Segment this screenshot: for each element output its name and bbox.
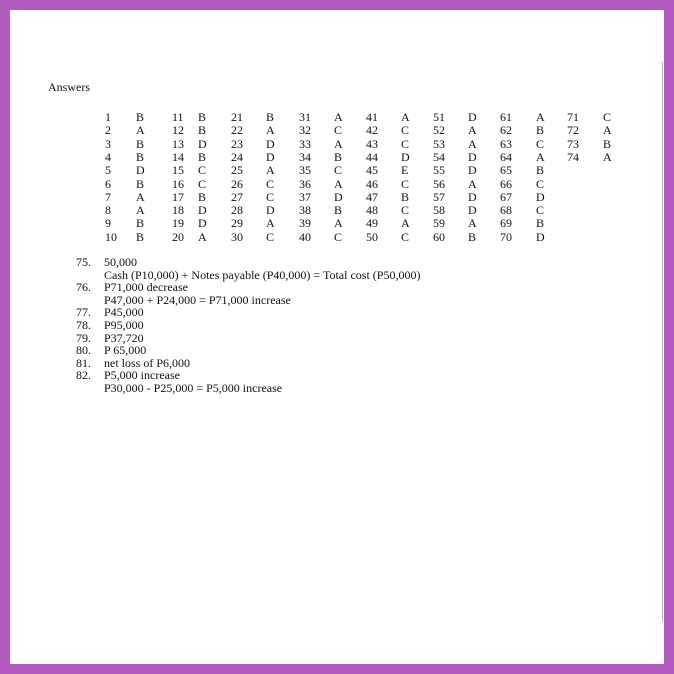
- answer-letter: C: [334, 229, 343, 244]
- question-number: 10: [105, 229, 117, 244]
- question-number: 42: [366, 123, 378, 138]
- answer-letter: C: [334, 163, 343, 178]
- note-answer: P 65,000: [104, 343, 147, 358]
- answer-letter: D: [468, 163, 477, 178]
- scrollbar-line[interactable]: [662, 62, 663, 622]
- worked-answers-list: [76, 256, 420, 395]
- question-number: 45: [366, 163, 378, 178]
- question-number: 39: [299, 216, 311, 231]
- question-number: 32: [299, 123, 311, 138]
- question-number: 26: [231, 176, 243, 191]
- answer-letter: C: [536, 176, 545, 191]
- question-number: 36: [299, 176, 311, 191]
- answers-heading: Answers: [48, 80, 90, 94]
- answer-letter: A: [468, 136, 477, 151]
- answer-letter: A: [334, 110, 343, 124]
- question-number: 62: [500, 123, 512, 138]
- answer-letter: C: [266, 176, 275, 191]
- question-number: 21: [231, 110, 243, 124]
- answer-letter: C: [334, 123, 343, 138]
- answer-letter: B: [536, 123, 545, 138]
- answer-letter: A: [536, 149, 545, 164]
- answer-letter: C: [401, 203, 410, 218]
- note-explanation: Cash (P10,000) + Notes payable (P40,000) = Total cost (P50,000): [104, 267, 421, 282]
- question-number: 59: [433, 216, 445, 231]
- note-number: 79.: [76, 330, 91, 345]
- question-number: 1: [105, 110, 111, 124]
- question-number: 40: [299, 229, 311, 244]
- question-number: 69: [500, 216, 512, 231]
- question-number: 12: [172, 123, 184, 138]
- answer-letter: C: [266, 189, 275, 204]
- question-number: 48: [366, 203, 378, 218]
- question-number: 27: [231, 189, 243, 204]
- question-number: 4: [105, 149, 111, 164]
- question-number: 53: [433, 136, 445, 151]
- answer-letter: A: [603, 123, 612, 138]
- answer-letter: B: [136, 229, 145, 244]
- question-number: 65: [500, 163, 512, 178]
- question-number: 51: [433, 110, 445, 124]
- answer-letter: A: [401, 216, 410, 231]
- note-answer: P5,000 increase: [104, 368, 180, 383]
- question-number: 72: [567, 123, 579, 138]
- question-number: 41: [366, 110, 378, 124]
- answer-letter: D: [198, 216, 207, 231]
- answer-letter: C: [603, 110, 612, 124]
- answer-letter: A: [334, 216, 343, 231]
- answer-letter: A: [136, 203, 145, 218]
- question-number: 38: [299, 203, 311, 218]
- answer-letter: B: [401, 189, 410, 204]
- answer-letter: D: [198, 136, 207, 151]
- question-number: 68: [500, 203, 512, 218]
- question-number: 73: [567, 136, 579, 151]
- question-number: 54: [433, 149, 445, 164]
- question-number: 9: [105, 216, 111, 231]
- answer-letter: A: [536, 110, 545, 124]
- answer-letter: D: [468, 149, 477, 164]
- answer-letter: A: [334, 176, 343, 191]
- question-number: 28: [231, 203, 243, 218]
- note-answer: P45,000: [104, 305, 144, 320]
- note-number: 82.: [76, 368, 91, 383]
- question-number: 37: [299, 189, 311, 204]
- question-number: 44: [366, 149, 378, 164]
- answer-letter: B: [136, 110, 145, 124]
- note-number: 76.: [76, 280, 91, 295]
- answer-letter: A: [334, 136, 343, 151]
- answer-letter: A: [468, 123, 477, 138]
- note-number: 77.: [76, 305, 91, 320]
- question-number: 67: [500, 189, 512, 204]
- answer-letter: B: [136, 216, 145, 231]
- answer-letter: C: [536, 136, 545, 151]
- question-number: 71: [567, 110, 579, 124]
- question-number: 47: [366, 189, 378, 204]
- answer-letter: A: [468, 216, 477, 231]
- answer-letter: D: [136, 163, 145, 178]
- question-number: 14: [172, 149, 184, 164]
- question-number: 11: [172, 110, 184, 124]
- answer-letter: D: [468, 189, 477, 204]
- answer-letter: D: [198, 203, 207, 218]
- question-number: 60: [433, 229, 445, 244]
- question-number: 34: [299, 149, 311, 164]
- answer-letter: C: [266, 229, 275, 244]
- question-number: 19: [172, 216, 184, 231]
- question-number: 46: [366, 176, 378, 191]
- question-number: 29: [231, 216, 243, 231]
- answer-letter: B: [136, 149, 145, 164]
- question-number: 20: [172, 229, 184, 244]
- note-item: [76, 344, 420, 357]
- answer-letter: D: [266, 136, 275, 151]
- question-number: 30: [231, 229, 243, 244]
- note-answer: net loss of P6,000: [104, 355, 191, 370]
- note-number: 78.: [76, 317, 91, 332]
- question-number: 49: [366, 216, 378, 231]
- answer-letter: D: [401, 149, 410, 164]
- answer-letter: D: [468, 203, 477, 218]
- answer-letter: B: [266, 110, 275, 124]
- answer-letter: A: [136, 189, 145, 204]
- question-number: 31: [299, 110, 311, 124]
- answer-letter: A: [198, 229, 207, 244]
- question-number: 57: [433, 189, 445, 204]
- note-item: [76, 256, 420, 269]
- note-explanation: P47,000 + P24,000 = P71,000 increase: [104, 292, 291, 307]
- answer-letter: C: [401, 176, 410, 191]
- answer-letter: D: [468, 110, 477, 124]
- answer-letter: C: [198, 163, 207, 178]
- answer-letter: D: [266, 203, 275, 218]
- answer-letter: B: [468, 229, 477, 244]
- answer-letter: C: [536, 203, 545, 218]
- question-number: 52: [433, 123, 445, 138]
- question-number: 18: [172, 203, 184, 218]
- question-number: 13: [172, 136, 184, 151]
- question-number: 5: [105, 163, 111, 178]
- answer-letter: D: [266, 149, 275, 164]
- answer-letter: B: [136, 176, 145, 191]
- question-number: 33: [299, 136, 311, 151]
- question-number: 8: [105, 203, 111, 218]
- answer-letter: B: [536, 163, 545, 178]
- note-answer: P71,000 decrease: [104, 280, 188, 295]
- answer-letter: C: [401, 136, 410, 151]
- question-number: 3: [105, 136, 111, 151]
- answer-letter: A: [266, 123, 275, 138]
- answer-letter: A: [603, 149, 612, 164]
- question-number: 58: [433, 203, 445, 218]
- note-item: [76, 319, 420, 332]
- question-number: 50: [366, 229, 378, 244]
- answer-letter: B: [198, 123, 207, 138]
- answer-letter: B: [334, 203, 343, 218]
- question-number: 70: [500, 229, 512, 244]
- answer-letter: A: [266, 216, 275, 231]
- answer-letter: C: [401, 123, 410, 138]
- question-number: 15: [172, 163, 184, 178]
- question-number: 22: [231, 123, 243, 138]
- question-number: 17: [172, 189, 184, 204]
- answer-letter: D: [536, 229, 545, 244]
- answer-letter: B: [198, 149, 207, 164]
- question-number: 6: [105, 176, 111, 191]
- answer-letter: B: [198, 110, 207, 124]
- answer-letter: A: [401, 110, 410, 124]
- question-number: 56: [433, 176, 445, 191]
- question-number: 24: [231, 149, 243, 164]
- note-number: 75.: [76, 255, 91, 269]
- note-answer: P95,000: [104, 317, 144, 332]
- question-number: 2: [105, 123, 111, 138]
- question-number: 74: [567, 149, 579, 164]
- note-number: 80.: [76, 343, 91, 358]
- answer-letter: C: [401, 229, 410, 244]
- question-number: 66: [500, 176, 512, 191]
- answer-letter: D: [334, 189, 343, 204]
- note-number: 81.: [76, 355, 91, 370]
- question-number: 7: [105, 189, 111, 204]
- answer-letter: A: [266, 163, 275, 178]
- answer-letter: D: [536, 189, 545, 204]
- question-number: 16: [172, 176, 184, 191]
- question-number: 35: [299, 163, 311, 178]
- answer-letter: A: [136, 123, 145, 138]
- document-page: [10, 10, 664, 664]
- answer-letter: B: [603, 136, 612, 151]
- note-explanation: P30,000 - P25,000 = P5,000 increase: [104, 380, 283, 395]
- answer-letter: B: [136, 136, 145, 151]
- note-answer: 50,000: [104, 255, 137, 269]
- question-number: 63: [500, 136, 512, 151]
- answer-letter: E: [401, 163, 409, 178]
- question-number: 25: [231, 163, 243, 178]
- answer-letter: B: [536, 216, 545, 231]
- question-number: 64: [500, 149, 512, 164]
- answer-letter: B: [334, 149, 343, 164]
- answer-letter: A: [468, 176, 477, 191]
- question-number: 55: [433, 163, 445, 178]
- question-number: 23: [231, 136, 243, 151]
- answer-letter: C: [198, 176, 207, 191]
- question-number: 43: [366, 136, 378, 151]
- note-item: [76, 281, 420, 294]
- note-answer: P37,720: [104, 330, 144, 345]
- answer-letter: B: [198, 189, 207, 204]
- question-number: 61: [500, 110, 512, 124]
